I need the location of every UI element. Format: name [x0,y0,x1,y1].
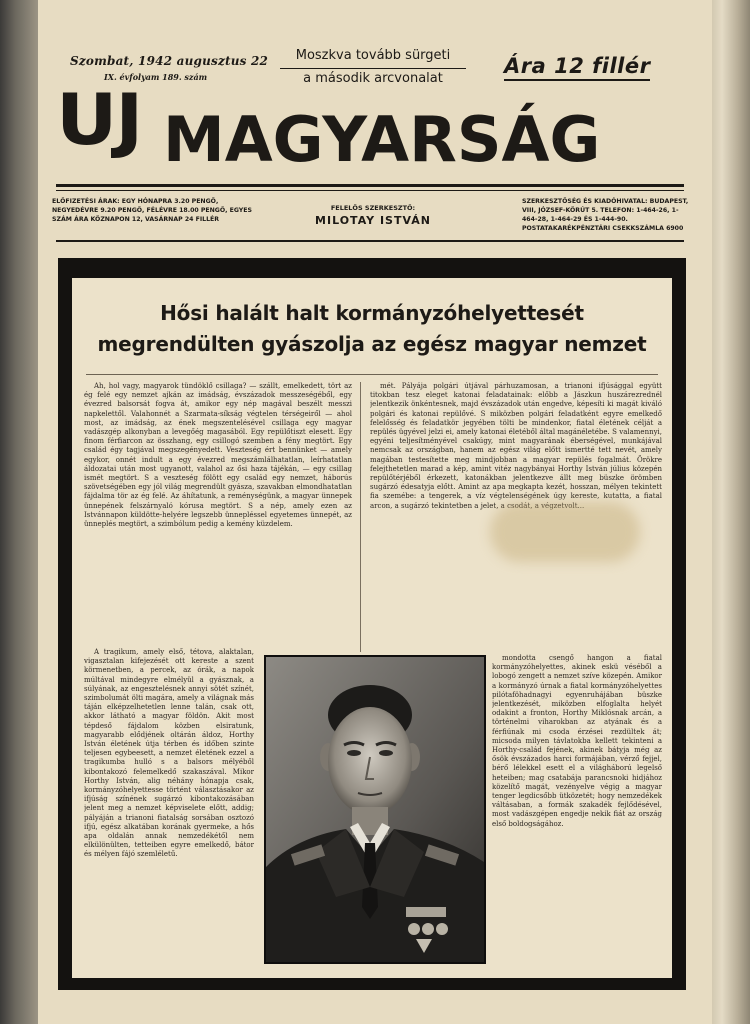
article-column-right-bottom [492,654,662,968]
header-bottom-rule [56,240,684,242]
date-line: Szombat, 1942 augusztus 22 [70,54,269,68]
column-gutter [360,382,361,652]
portrait-image [266,657,484,962]
portrait-photo [264,655,486,964]
editor-label: FELELŐS SZERKESZTŐ: [330,204,416,212]
binding-edge-right [710,0,750,1024]
top-headline [280,46,466,89]
issue-line: IX. évfolyam 189. szám [104,72,208,82]
top-headline-line-2: a második arcvonalat [303,71,443,86]
article-text-d: mondotta csengő hangon a fiatal kormányzóhelyettes, akinek eskü véséből a lobogó zengett a nemzet szíve közepén. Amikor a kormányzó úrnak a fiatal kormányzóhelyettes pilótaföhadnagyi egyenruhájában büszke jelentkezését, miközben elfoglalta helyét odakint a fronton, Horthy Miklósnak arcán, a történelmi viharokban az atyának és a férfiúnak mi csoda érzései rezdültek át; micsoda milyen távlatokba kellett tekinteni a Horthy-család fejének, akinek bátyja még az ősök évszázados harci formájában, vérző fejjel, bérő lélekkel esett el a világháború legelső heteiben; mag csatabája parancsnoki hidjához közelítő magát, vezényelve végig a magyar tenger legdicsőbb ütközetét; hogy nemzedékek váltásaban, a formák szakadék fejlődésével, most vadászgépen engedje nekik fiát az ország első boldogságához. [492,654,662,828]
article-text-c: mét. Pályája polgári útjával párhuzamosan, a trianoni ifjúsággal együtt titokban tesz eleget katonai feladatainak: előbb a Jászkun huszárezrednél jelentkezik önkéntesnek, majd évszázadok után engedve, képesíti ki magát kiváló polgári és katonai repülővé. S miközben polgári feladatként egyre emelkedő felelősség és feladatkör jegyében tölti be mindenkor, fiatal életének célját a repülés ügyével jelzi ei, amely katonai életéből által magánéletébe. S valamennyi, egyéni teljesítményével csakúgy, mint magyarának éberségével, munkájával nemcsak az országban, hanem az egész világ előtt ismertté tett nevét, amely magában testesítette meg mindjobban a magyar repülés fogalmát. Örökre felejthetetlen marad a kép, amint vitéz nagybányai Horthy István július közepén repülőtérjéből érkezett, katonákban jelentkezve állt meg büszke örömben sugárzó édesatyja előtt. Amint az apa megkapta kezét, hosszan, mélyen tekintett fia szemébe: a tengerek, a víz végtelenségének úgy kereste, kutatta, a fiatal arcon, a sugárzó tekintetben a jelet, a csodát, a végzetvolt... [370,382,662,510]
masthead-title: MAGYARSÁG [163,103,601,176]
office-info: SZERKESZTŐSÉG ÉS KIADÓHIVATAL: BUDAPEST, VIII, JÓZSEF-KÖRÚT 5. TELEFON: 1-464-26, 1-464-28, 1-464-29 ÉS 1-444-90. POSTATAKARÉKPÉNZTÁRI CSEKKSZÁMLA 6900 [522,198,689,232]
article-column-left-top [84,382,352,638]
article-title-line-2: megrendülten gyászolja az egész magyar nemzet [97,332,647,356]
title-divider [86,374,658,375]
price-label: Ára 12 fillér [504,54,650,81]
subscription-info: ELŐFIZETÉSI ÁRAK: EGY HÓNAPRA 3.20 PENGŐ, NEGYEDÉVRE 9.20 PENGŐ, FÉLÉVRE 18.00 PENGŐ, EGYES SZÁM ÁRA KÖZNAPON 12, VASÁRNAP 24 FILLÉR [52,198,252,223]
masthead-rule-thin [56,190,684,191]
binding-edge-left [0,0,38,1024]
article-column-right-top [370,382,662,652]
article-text-a: Ah, hol vagy, magyarok tündöklő csillaga? — szállt, emelkedett, tört az ég felé egy nemzet ajkán az imádság, évszázadok messzeségéből, egy évezred balsorsát fogva át, amikor egy nép magával beszélt messzi napkelettől. Valahonnét a Szarmata-síkság végtelen térségeiről — ahol most, az imádság, az ének megszentelésével csillaga egy magyar vadászgép alkonyban a levegőég magasából. Egy repülőtiszt elesett. Egy finom férfiarcon az összhang, egy csillogó szemben a fény megtört. Egy család égy tagjával megszegényedett. Veszteség ért bennünket — amely egykor, onnét indult a egy évezred megszámlálhatatlan, leírhatatlan áldozatai után most ugyanott, valahol az ősi haza tájékán, — egy csillag ismét megtört. S a veszteség fölött egy család egy nemzet, háborús szövetségében egy jól világ megrendült gyásza, szavakban elmondhatatlan fájdalma tör az ég felé. Az áhítatunk, a reménységünk, a magyar ünnepek ünnepének felszárnyaló kórusa megtört. S a nép, amely ezen az Istvánnapon küldötte-helyére legszebb ünnepléssel egyetemes ünnepét, az ünneplés megtört, a szimbólum pedig a kemény küzdelem. [84,382,352,529]
article-column-left-bottom [84,648,254,968]
article-title [72,298,672,360]
masthead-rule [56,184,684,187]
article-title-line-1: Hősi halált halt kormányzóhelyettesét [160,301,584,325]
editor-block [278,204,468,227]
top-headline-line-1: Moszkva tovább sürgeti [280,46,466,69]
article-text-b: A tragikum, amely első, tétova, alaktalan, vigasztalan kifejezését ott kereste a szent körmenetben, a percek, az órák, a napok múltával mindegyre elmélyül a gyásznak, a súlyának, az engesztelésnek annyi sötét színét, szimbolumát ölti magára, amely a világnak más táján elképzelhetetlen lenne talán, csak ott, akkor látható a magyar földön. Akit most tépdeső fájdalom közben elsiratunk, magyarabb elődjének oltárán áldoz, Horthy István életének útja térben és időben szinte teljesen egybeesett, a nemzet életének ezzel a tragikumba hulló s a balsors mélyéből kibontakozó felemelkedő szakaszával. Mikor Horthy István, alig néhány hónapja csak, kormányzóhelyettesse történt választásakor az ifjúság színének sugárzó kibontakozásában jelent meg a nemzet képviselete előtt, addig; pályáján a trianoni fiatalság sorsában osztozó ifjú, egész alkatában korának gyermeke, a hős apa oldalán annak nemzedékétől nem elkülönülten, tetteiben egyre emelkedő, bátor és mélyen fájó szemléletű. [84,648,254,859]
masthead-uj: UJ [56,79,142,161]
mourning-frame [58,258,686,990]
newspaper-page [38,0,712,1024]
editor-name: MILOTAY ISTVÁN [315,214,431,227]
article-panel [72,278,672,978]
